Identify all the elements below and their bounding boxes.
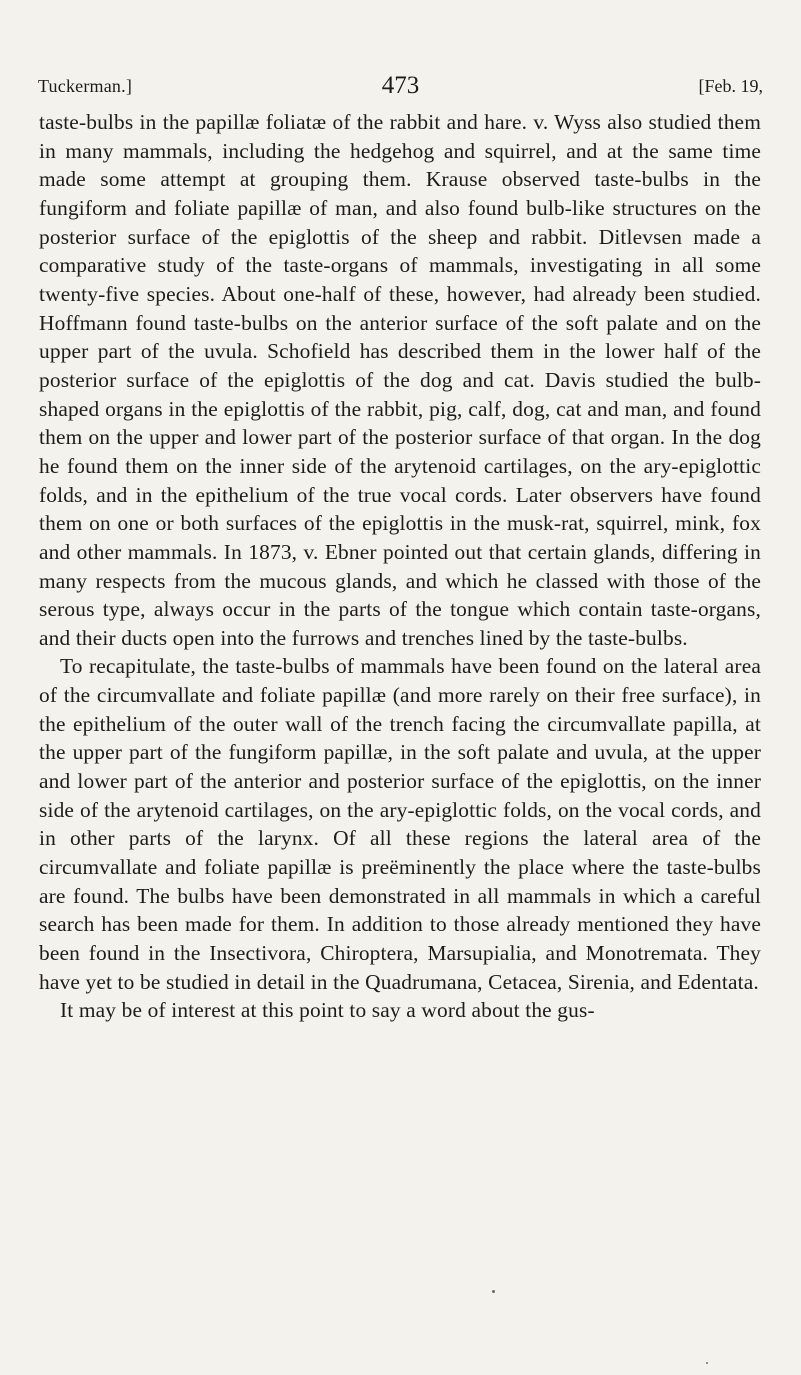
body-text [39,108,761,1025]
ink-speck [492,1290,495,1293]
author-header: Tuckerman.] [38,76,133,96]
paragraph-2: To recapitulate, the taste-bulbs of mammals have been found on the lateral area of the circumvallate and foliate papillæ (and more rarely on their free surface), in the epithelium of the outer wall of the trench facing the circumvallate papilla, at the upper part of the fungiform papillæ, in the soft palate and uvula, at the upper and lower part of the anterior and posterior surface of the epiglottis, on the inner side of the arytenoid cartilages, on the ary-epiglottic folds, on the vocal cords, and in other parts of the larynx. Of all these regions the lateral area of the circumvallate and foliate papillæ is preëminently the place where the taste-bulbs are found. The bulbs have been demonstrated in all mammals in which a careful search has been made for them. In addition to those already mentioned they have been found in the Insectivora, Chiroptera, Marsupialia, and Monotremata. They have yet to be studied in detail in the Quadrumana, Cetacea, Sirenia, and Edentata. [39,654,761,994]
paragraph-3: It may be of interest at this point to say a word about the gus- [60,998,595,1023]
page-number: 473 [381,72,420,99]
running-head [38,72,763,104]
date-header: [Feb. 19, [698,76,763,96]
ink-speck [706,1362,708,1364]
paragraph-1: taste-bulbs in the papillæ foliatæ of the rabbit and hare. v. Wyss also studied them in many mammals, including the hedgehog and squirrel, and at the same time made some attempt at grouping them. Krause observed taste-bulbs in the fungiform and foliate papillæ of man, and also found bulb-like structures on the posterior surface of the epiglottis of the sheep and rabbit. Ditlevsen made a comparative study of the taste-organs of mammals, investigating in all some twenty-five species. About one-half of these, however, had already been studied. Hoffmann found taste-bulbs on the anterior surface of the soft palate and on the upper part of the uvula. Schofield has described them in the lower half of the posterior surface of the epiglottis of the dog and cat. Davis studied the bulb-shaped organs in the epiglottis of the rabbit, pig, calf, dog, cat and man, and found them on the upper and lower part of the posterior surface of that organ. In the dog he found them on the inner side of the arytenoid cartilages, on the ary-epiglottic folds, and in the epithelium of the true vocal cords. Later observers have found them on one or both surfaces of the epiglottis in the musk-rat, squirrel, mink, fox and other mammals. In 1873, v. Ebner pointed out that certain glands, differing in many respects from the mucous glands, and which he classed with those of the serous type, always occur in the parts of the tongue which contain taste-organs, and their ducts open into the furrows and trenches lined by the taste-bulbs. [39,110,761,650]
